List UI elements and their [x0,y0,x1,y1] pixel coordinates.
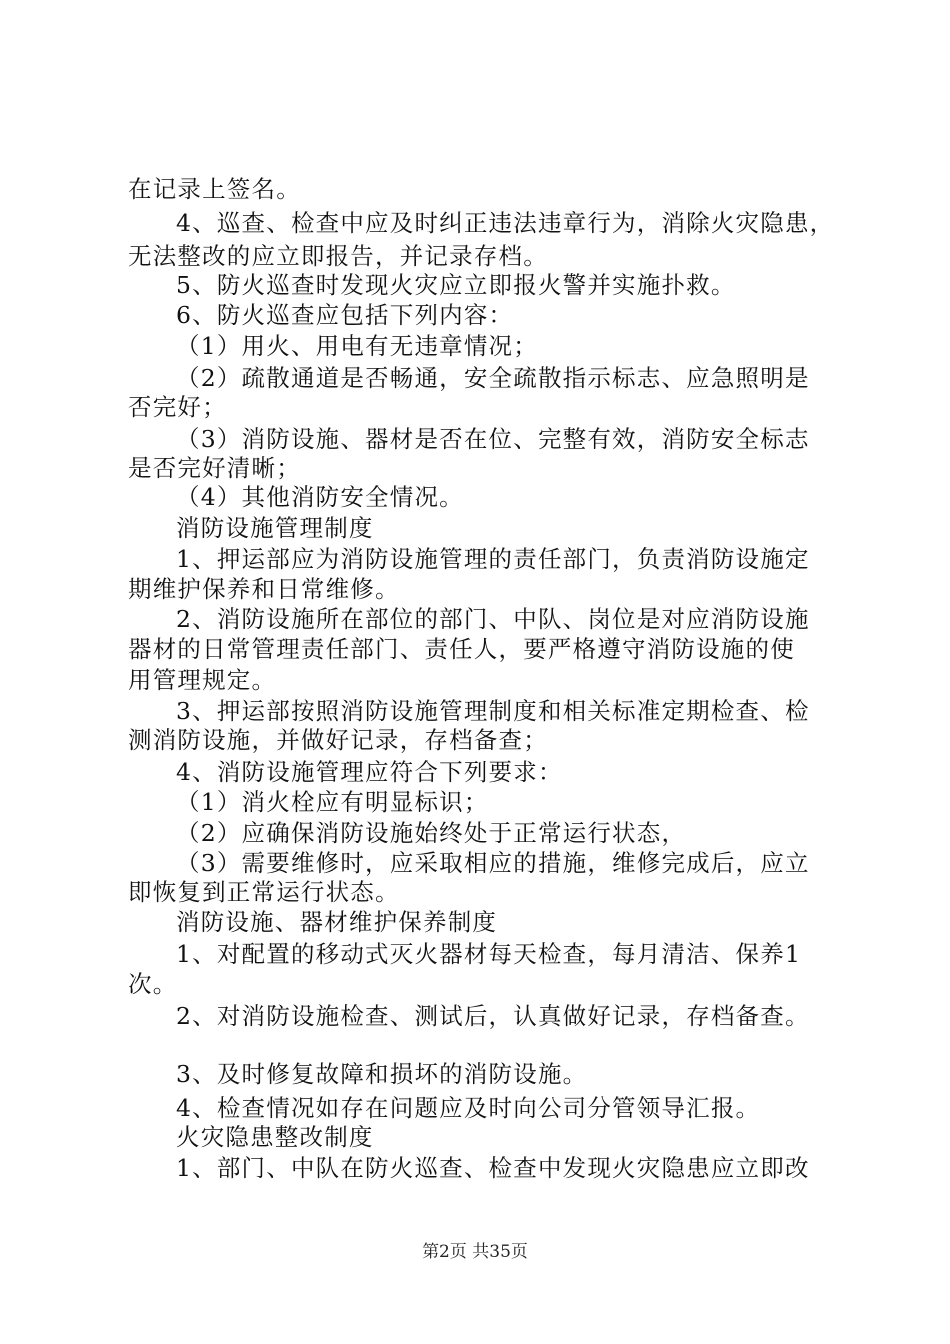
text-line: （2）应确保消防设施始终处于正常运行状态， [176,819,687,847]
text-line: 3、及时修复故障和损坏的消防设施。 [176,1060,588,1088]
text-line: 6、防火巡查应包括下列内容： [176,301,514,329]
section-heading: 火灾隐患整改制度 [176,1123,374,1151]
text-line: 5、防火巡查时发现火灾应立即报火警并实施扑救。 [176,271,736,299]
text-line: 1、部门、中队在防火巡查、检查中发现火灾隐患应立即改 [176,1154,810,1182]
page-number-footer: 第2页 共35页 [422,1242,528,1262]
section-heading: 消防设施管理制度 [176,514,374,542]
text-line: 次。 [128,970,178,998]
text-line: 期维护保养和日常维修。 [128,575,400,603]
text-line: 用管理规定。 [128,666,277,694]
text-line: 测消防设施，并做好记录，存档备查； [128,726,548,754]
text-line: （1）用火、用电有无违章情况； [176,332,538,360]
text-line: （3）消防设施、器材是否在位、完整有效，消防安全标志 [176,425,810,453]
text-line: 1、对配置的移动式灭火器材每天检查，每月清洁、保养1 [176,940,802,968]
text-line: 4、检查情况如存在问题应及时向公司分管领导汇报。 [176,1094,761,1122]
text-line: 在记录上签名。 [128,175,301,203]
text-line: （2）疏散通道是否畅通，安全疏散指示标志、应急照明是 [176,364,810,392]
text-line: 3、押运部按照消防设施管理制度和相关标准定期检查、检 [176,697,810,725]
text-line: 无法整改的应立即报告，并记录存档。 [128,242,548,270]
text-line: 是否完好清晰； [128,454,301,482]
text-line: 4、巡查、检查中应及时纠正违法违章行为，消除火灾隐患， [176,209,835,237]
text-line: 否完好； [128,393,227,421]
text-line: 器材的日常管理责任部门、责任人，要严格遵守消防设施的使 [128,635,795,663]
text-line: 2、对消防设施检查、测试后，认真做好记录，存档备查。 [176,1002,810,1030]
text-line: 即恢复到正常运行状态。 [128,878,400,906]
text-line: （3）需要维修时，应采取相应的措施，维修完成后，应立 [176,849,810,877]
text-line: （4）其他消防安全情况。 [176,483,464,511]
text-line: 1、押运部应为消防设施管理的责任部门，负责消防设施定 [176,545,810,573]
text-line: （1）消火栓应有明显标识； [176,788,489,816]
section-heading: 消防设施、器材维护保养制度 [176,908,498,936]
text-line: 2、消防设施所在部位的部门、中队、岗位是对应消防设施 [176,605,810,633]
text-line: 4、消防设施管理应符合下列要求： [176,758,563,786]
